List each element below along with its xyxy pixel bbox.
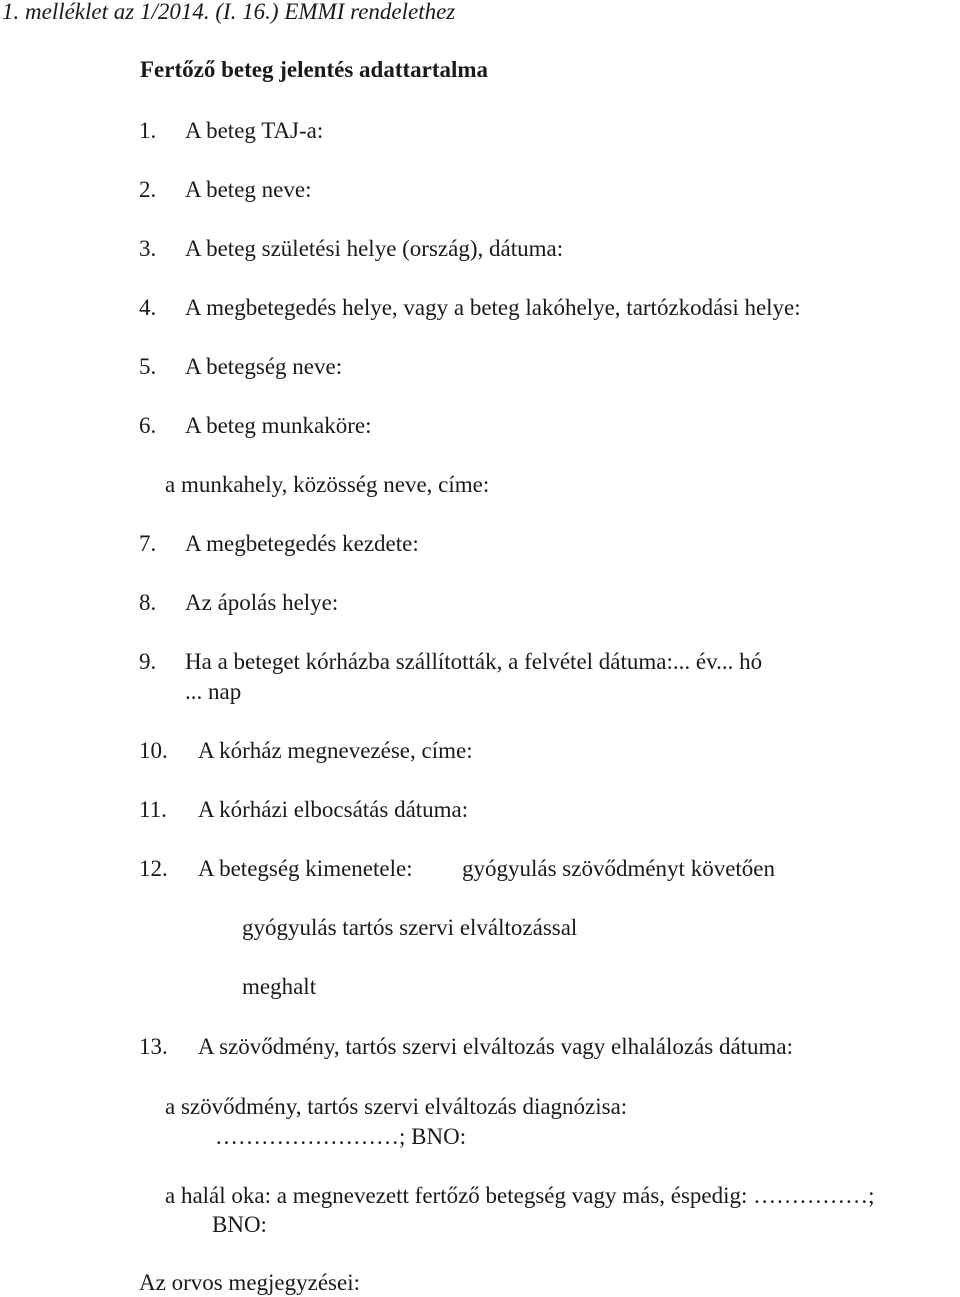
- item-label-13: A szövődmény, tartós szervi elváltozás vagy elhalálozás dátuma:: [198, 1034, 794, 1059]
- item-label-3: A beteg születési helye (ország), dátuma:: [185, 236, 564, 261]
- item-number-10: 10.: [139, 738, 168, 763]
- item-number-1: 1.: [139, 118, 157, 143]
- item-number-6: 6.: [139, 413, 157, 438]
- outcome-option-2: gyógyulás tartós szervi elváltozással: [242, 915, 578, 940]
- item-cont-9: ... nap: [185, 679, 242, 704]
- physician-notes-label: Az orvos megjegyzései:: [139, 1270, 360, 1295]
- document-title: Fertőző beteg jelentés adattartalma: [140, 57, 489, 82]
- complication-diagnosis-blank: ……………………; BNO:: [215, 1124, 467, 1149]
- item-label-7: A megbetegedés kezdete:: [185, 531, 419, 556]
- item-label-2: A beteg neve:: [185, 177, 312, 202]
- item-number-11: 11.: [139, 797, 167, 822]
- item-number-13: 13.: [139, 1034, 168, 1059]
- item-sub-6: a munkahely, közösség neve, címe:: [165, 472, 490, 497]
- item-number-9: 9.: [139, 649, 157, 674]
- item-label-1: A beteg TAJ-a:: [185, 118, 324, 143]
- item-number-12: 12.: [139, 856, 168, 881]
- item-label-5: A betegség neve:: [185, 354, 343, 379]
- item-number-4: 4.: [139, 295, 157, 320]
- item-number-2: 2.: [139, 177, 157, 202]
- document-header: 1. melléklet az 1/2014. (I. 16.) EMMI rendelethez: [2, 0, 456, 24]
- item-label-8: Az ápolás helye:: [185, 590, 339, 615]
- item-number-8: 8.: [139, 590, 157, 615]
- outcome-option-1: gyógyulás szövődményt követően: [462, 856, 776, 881]
- item-label-6: A beteg munkaköre:: [185, 413, 372, 438]
- complication-diagnosis-label: a szövődmény, tartós szervi elváltozás diagnózisa:: [165, 1094, 628, 1119]
- death-cause-label: a halál oka: a megnevezett fertőző betegség vagy más, éspedig: ……………;: [165, 1183, 875, 1208]
- outcome-option-3: meghalt: [242, 974, 317, 999]
- item-number-3: 3.: [139, 236, 157, 261]
- item-label-9: Ha a beteget kórházba szállították, a felvétel dátuma:... év... hó: [185, 649, 763, 674]
- item-label-11: A kórházi elbocsátás dátuma:: [198, 797, 469, 822]
- item-label-10: A kórház megnevezése, címe:: [198, 738, 473, 763]
- item-number-7: 7.: [139, 531, 157, 556]
- item-label-12: A betegség kimenetele:: [198, 856, 413, 881]
- death-cause-bno: BNO:: [212, 1212, 267, 1237]
- item-label-4: A megbetegedés helye, vagy a beteg lakóhelye, tartózkodási helye:: [185, 295, 801, 320]
- item-number-5: 5.: [139, 354, 157, 379]
